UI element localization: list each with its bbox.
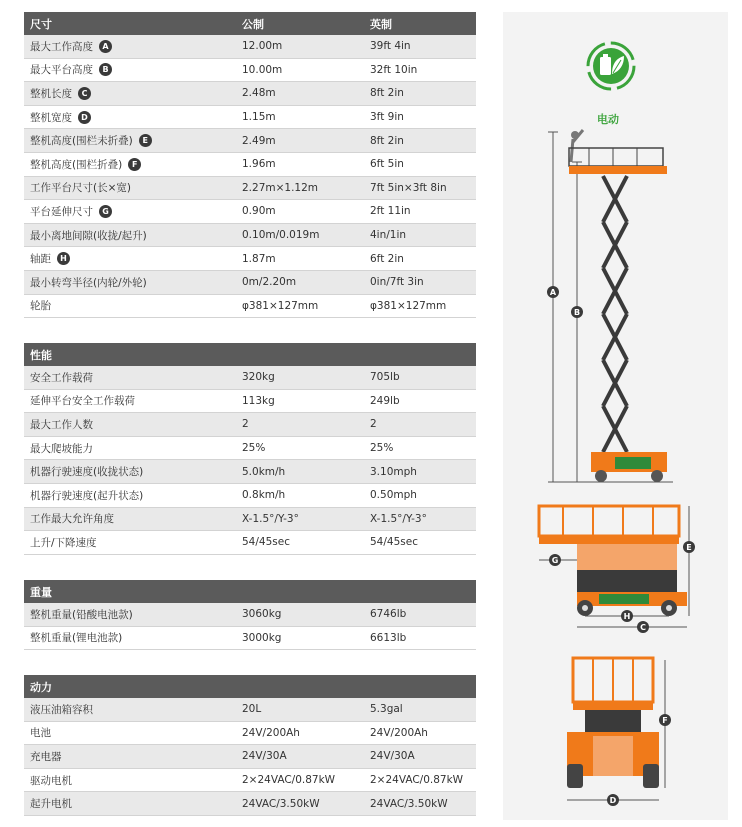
col-imperial-header: 英制	[370, 17, 392, 31]
imperial-value: 8ft 2in	[370, 134, 404, 147]
dimension-marker-icon: F	[128, 158, 141, 171]
table-row	[24, 698, 476, 722]
imperial-value: 7ft 5in×3ft 8in	[370, 181, 447, 194]
row-label: 机器行驶速度(起升状态)	[30, 489, 144, 502]
imperial-value: 3ft 9in	[370, 111, 404, 124]
row-label-cell	[24, 749, 242, 764]
row-label-cell	[24, 86, 242, 101]
metric-value: 24V/30A	[242, 750, 287, 763]
imperial-value: 5.3gal	[370, 703, 403, 716]
row-label-cell	[24, 298, 242, 313]
imperial-value: 2×24VAC/0.87kW	[370, 774, 464, 787]
row-label-cell	[24, 204, 242, 219]
row-label: 驱动电机	[30, 774, 72, 787]
table-header	[24, 343, 476, 366]
imperial-value: 24V/200Ah	[370, 726, 428, 739]
table-row	[24, 35, 476, 59]
table-row	[24, 745, 476, 769]
row-label: 轮胎	[30, 300, 51, 313]
electric-battery-leaf-icon	[586, 41, 636, 91]
table-row	[24, 627, 476, 651]
table-row	[24, 153, 476, 177]
table-header	[24, 12, 476, 35]
row-label: 最大爬坡能力	[30, 442, 93, 455]
metric-value: 2	[242, 418, 249, 431]
table-row	[24, 413, 476, 437]
table-row	[24, 200, 476, 224]
svg-text:H: H	[623, 612, 631, 621]
row-label: 延伸平台安全工作载荷	[30, 395, 135, 408]
svg-text:B: B	[573, 308, 581, 317]
dimension-marker-icon: G	[99, 205, 112, 218]
metric-value: 2×24VAC/0.87kW	[242, 774, 336, 787]
row-label-cell	[24, 511, 242, 526]
power-type-label: 电动	[597, 113, 619, 126]
row-label-cell	[24, 393, 242, 408]
imperial-value: 3.10mph	[370, 465, 417, 478]
row-label: 整机高度(围栏未折叠)	[30, 135, 133, 148]
imperial-value: 25%	[370, 442, 394, 455]
table-row	[24, 106, 476, 130]
metric-value: 10.00m	[242, 63, 283, 76]
dimension-marker-icon: B	[99, 63, 112, 76]
row-label-cell	[24, 39, 242, 54]
table-row	[24, 366, 476, 390]
row-label: 最小转弯半径(内轮/外轮)	[30, 276, 147, 289]
metric-value: 113kg	[242, 394, 275, 407]
row-label: 工作平台尺寸(长×宽)	[30, 182, 131, 195]
row-label: 充电器	[30, 750, 62, 763]
svg-text:A: A	[549, 288, 557, 297]
table-header	[24, 675, 476, 698]
metric-value: φ381×127mm	[242, 299, 319, 312]
imperial-value: 2ft 11in	[370, 205, 411, 218]
table-row	[24, 508, 476, 532]
imperial-value: 0in/7ft 3in	[370, 276, 424, 289]
row-label: 平台延伸尺寸	[30, 205, 93, 218]
imperial-value: 6746lb	[370, 608, 407, 621]
svg-text:D: D	[609, 796, 617, 805]
table-row	[24, 792, 476, 816]
side-view-diagram	[533, 500, 723, 635]
imperial-value: 4in/1in	[370, 229, 407, 242]
metric-value: 24VAC/3.50kW	[242, 797, 320, 810]
table-row	[24, 460, 476, 484]
imperial-value: φ381×127mm	[370, 299, 447, 312]
table-row	[24, 247, 476, 271]
spec-table	[24, 580, 476, 650]
row-label-cell	[24, 441, 242, 456]
spec-table	[24, 343, 476, 555]
metric-value: 1.87m	[242, 252, 276, 265]
row-label: 整机宽度	[30, 111, 72, 124]
row-label: 机器行驶速度(收拢状态)	[30, 466, 144, 479]
row-label-cell	[24, 607, 242, 622]
metric-value: 25%	[242, 442, 266, 455]
row-label-cell	[24, 535, 242, 550]
dimension-marker-icon: H	[57, 252, 70, 265]
table-row	[24, 722, 476, 746]
metric-value: 0m/2.20m	[242, 276, 297, 289]
row-label-cell	[24, 228, 242, 243]
table-row	[24, 224, 476, 248]
table-row	[24, 437, 476, 461]
metric-value: 0.8km/h	[242, 489, 286, 502]
metric-value: 2.48m	[242, 87, 276, 100]
metric-value: 12.00m	[242, 40, 283, 53]
dimension-marker-icon: A	[99, 40, 112, 53]
row-label-cell	[24, 417, 242, 432]
imperial-value: 0.50mph	[370, 489, 417, 502]
svg-text:C: C	[640, 623, 646, 632]
row-label: 整机高度(围栏折叠)	[30, 158, 123, 171]
dimension-marker-icon: C	[78, 87, 91, 100]
table-title: 性能	[30, 348, 52, 362]
row-label-cell	[24, 796, 242, 811]
metric-value: 0.90m	[242, 205, 276, 218]
imperial-value: 54/45sec	[370, 536, 418, 549]
imperial-value: 249lb	[370, 394, 400, 407]
spec-table	[24, 675, 476, 816]
dimension-marker-icon: D	[78, 111, 91, 124]
metric-value: 320kg	[242, 371, 275, 384]
row-label: 工作最大允许角度	[30, 513, 114, 526]
row-label: 整机长度	[30, 87, 72, 100]
row-label: 最大平台高度	[30, 64, 93, 77]
row-label: 起升电机	[30, 798, 72, 811]
row-label-cell	[24, 157, 242, 172]
metric-value: 20L	[242, 703, 262, 716]
table-row	[24, 129, 476, 153]
metric-value: 2.27m×1.12m	[242, 181, 319, 194]
imperial-value: 6613lb	[370, 631, 407, 644]
row-label: 上升/下降速度	[30, 536, 97, 549]
row-label-cell	[24, 702, 242, 717]
row-label-cell	[24, 275, 242, 290]
metric-value: 1.15m	[242, 111, 276, 124]
row-label-cell	[24, 62, 242, 77]
imperial-value: 2	[370, 418, 377, 431]
imperial-value: 6ft 5in	[370, 158, 404, 171]
row-label: 安全工作载荷	[30, 371, 93, 384]
row-label-cell	[24, 133, 242, 148]
metric-value: 54/45sec	[242, 536, 290, 549]
imperial-value: 39ft 4in	[370, 40, 411, 53]
row-label: 最小离地间隙(收拢/起升)	[30, 229, 147, 242]
metric-value: 1.96m	[242, 158, 276, 171]
row-label-cell	[24, 370, 242, 385]
imperial-value: 705lb	[370, 371, 400, 384]
metric-value: 3000kg	[242, 631, 282, 644]
imperial-value: 24V/30A	[370, 750, 415, 763]
table-title: 重量	[30, 585, 52, 599]
metric-value: 0.10m/0.019m	[242, 229, 320, 242]
col-metric-header: 公制	[242, 17, 264, 31]
row-label-cell	[24, 251, 242, 266]
machine-diagram-panel	[503, 12, 728, 820]
table-row	[24, 390, 476, 414]
row-label-cell	[24, 773, 242, 788]
table-row	[24, 82, 476, 106]
table-row	[24, 769, 476, 793]
imperial-value: 8ft 2in	[370, 87, 404, 100]
svg-text:G: G	[551, 556, 559, 565]
table-row	[24, 59, 476, 83]
metric-value: 5.0km/h	[242, 465, 286, 478]
row-label-cell	[24, 464, 242, 479]
table-row	[24, 295, 476, 319]
row-label-cell	[24, 725, 242, 740]
spec-table	[24, 12, 476, 318]
table-row	[24, 271, 476, 295]
row-label: 整机重量(铅酸电池款)	[30, 608, 133, 621]
metric-value: 2.49m	[242, 134, 276, 147]
metric-value: 3060kg	[242, 608, 282, 621]
svg-text:E: E	[686, 543, 692, 552]
imperial-value: X-1.5°/Y-3°	[370, 512, 427, 525]
row-label-cell	[24, 488, 242, 503]
table-title: 动力	[30, 680, 52, 694]
table-header	[24, 580, 476, 603]
table-row	[24, 484, 476, 508]
row-label-cell	[24, 110, 242, 125]
imperial-value: 32ft 10in	[370, 63, 418, 76]
dimension-marker-icon: E	[139, 134, 152, 147]
row-label: 最大工作高度	[30, 40, 93, 53]
table-row	[24, 177, 476, 201]
row-label-cell	[24, 630, 242, 645]
row-label: 最大工作人数	[30, 418, 93, 431]
imperial-value: 6ft 2in	[370, 252, 404, 265]
row-label-cell	[24, 180, 242, 195]
table-title: 尺寸	[30, 17, 52, 31]
svg-text:F: F	[662, 716, 668, 725]
front-view-diagram	[553, 652, 703, 812]
row-label: 整机重量(锂电池款)	[30, 632, 123, 645]
row-label: 液压油箱容积	[30, 703, 93, 716]
row-label: 电池	[30, 727, 51, 740]
metric-value: X-1.5°/Y-3°	[242, 512, 299, 525]
elevated-machine-diagram	[543, 122, 723, 502]
imperial-value: 24VAC/3.50kW	[370, 797, 448, 810]
table-row	[24, 603, 476, 627]
row-label: 轴距	[30, 253, 51, 266]
metric-value: 24V/200Ah	[242, 726, 300, 739]
table-row	[24, 531, 476, 555]
